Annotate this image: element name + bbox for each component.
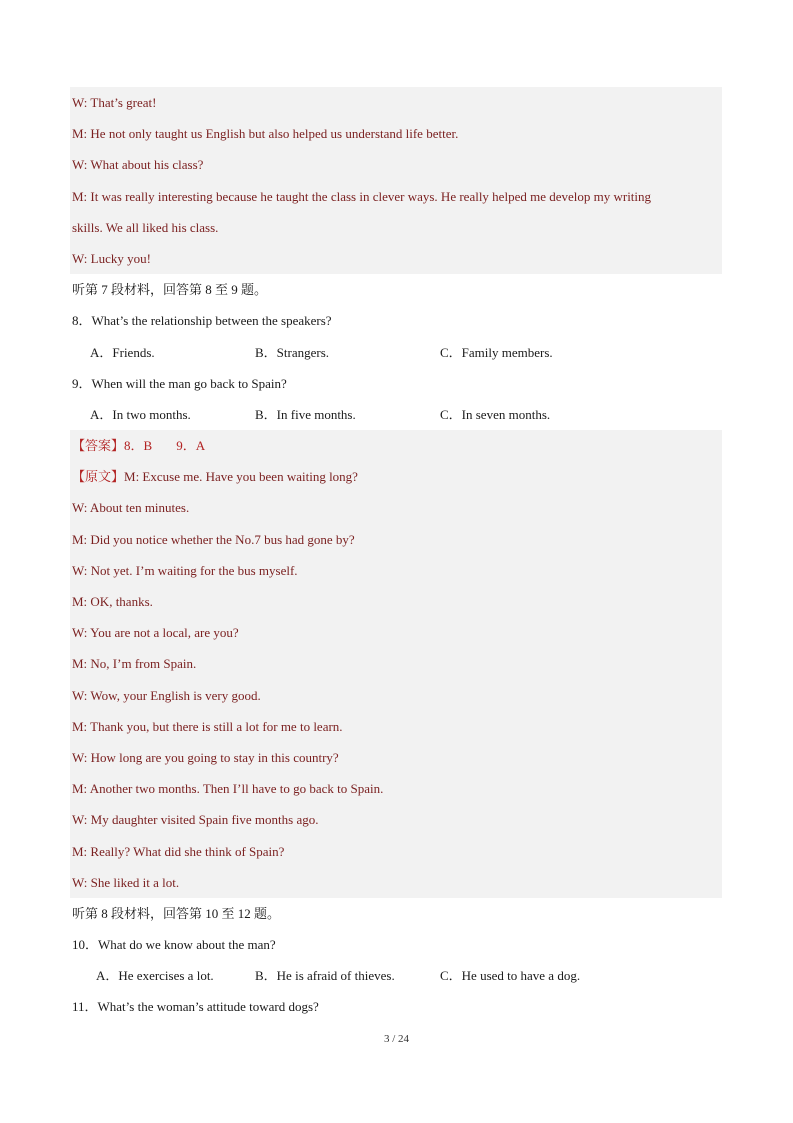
original-line <box>70 461 722 492</box>
dialog-line: M: No, I’m from Spain. <box>72 656 197 672</box>
dialog-line: M: He not only taught us English but also helped us understand life better. <box>72 126 459 142</box>
option-a: A．Friends. <box>90 344 155 360</box>
question-8: 8．What’s the relationship between the speakers? <box>72 313 332 329</box>
dialog-line: W: What about his class? <box>72 157 204 173</box>
option-c: C．He used to have a dog. <box>440 968 581 984</box>
option-b: B．He is afraid of thieves. <box>255 968 395 984</box>
answer-line <box>70 430 722 461</box>
question-10: 10．What do we know about the man? <box>72 937 276 953</box>
question-9-options <box>70 399 722 430</box>
answer-8: 8．B <box>124 438 153 454</box>
dialog-line: M: Really? What did she think of Spain? <box>72 843 285 859</box>
question-10-options <box>70 960 722 991</box>
dialog-line: M: Did you notice whether the No.7 bus had gone by? <box>72 531 355 547</box>
dialog-line: W: Not yet. I’m waiting for the bus myself. <box>72 562 298 578</box>
section-heading-7: 听第 7 段材料，回答第 8 至 9 题。 <box>72 282 268 298</box>
answer-block <box>70 430 722 898</box>
option-a: A．He exercises a lot. <box>96 968 214 984</box>
option-c: C．In seven months. <box>440 406 551 422</box>
dialog-line: W: That’s great! <box>72 95 157 110</box>
dialog-line: M: OK, thanks. <box>72 594 153 609</box>
dialog-line: M: Another two months. Then I’ll have to go back to Spain. <box>72 781 384 797</box>
option-b: B．In five months. <box>255 406 356 422</box>
answer-9: 9．A <box>176 438 206 454</box>
dialog-block-a <box>70 87 722 274</box>
dialog-line: W: About ten minutes. <box>72 500 190 516</box>
dialog-line: M: Excuse me. Have you been waiting long? <box>124 469 358 485</box>
dialog-line: W: How long are you going to stay in this country? <box>72 749 339 765</box>
dialog-line: M: Thank you, but there is still a lot for me to learn. <box>72 718 343 734</box>
dialog-line: W: You are not a local, are you? <box>72 625 239 641</box>
dialog-line: skills. We all liked his class. <box>72 219 219 235</box>
dialog-line: W: She liked it a lot. <box>72 874 180 890</box>
original-label: 【原文】 <box>72 469 125 485</box>
question-11: 11．What’s the woman’s attitude toward dogs? <box>72 999 319 1015</box>
answer-label: 【答案】 <box>72 438 125 454</box>
option-a: A．In two months. <box>90 406 191 422</box>
document-page <box>70 87 722 1023</box>
question-8-options <box>70 337 722 368</box>
option-b: B．Strangers. <box>255 344 330 360</box>
dialog-line: W: My daughter visited Spain five months ago. <box>72 812 319 828</box>
section-heading-8: 听第 8 段材料，回答第 10 至 12 题。 <box>72 905 281 921</box>
option-c: C．Family members. <box>440 344 553 360</box>
question-9: 9．When will the man go back to Spain? <box>72 375 287 391</box>
dialog-line: W: Wow, your English is very good. <box>72 687 261 703</box>
dialog-line: W: Lucky you! <box>72 250 151 266</box>
dialog-line: M: It was really interesting because he taught the class in clever ways. He really helped me develop my writing <box>72 188 652 204</box>
page-number: 3 / 24 <box>383 1033 410 1045</box>
